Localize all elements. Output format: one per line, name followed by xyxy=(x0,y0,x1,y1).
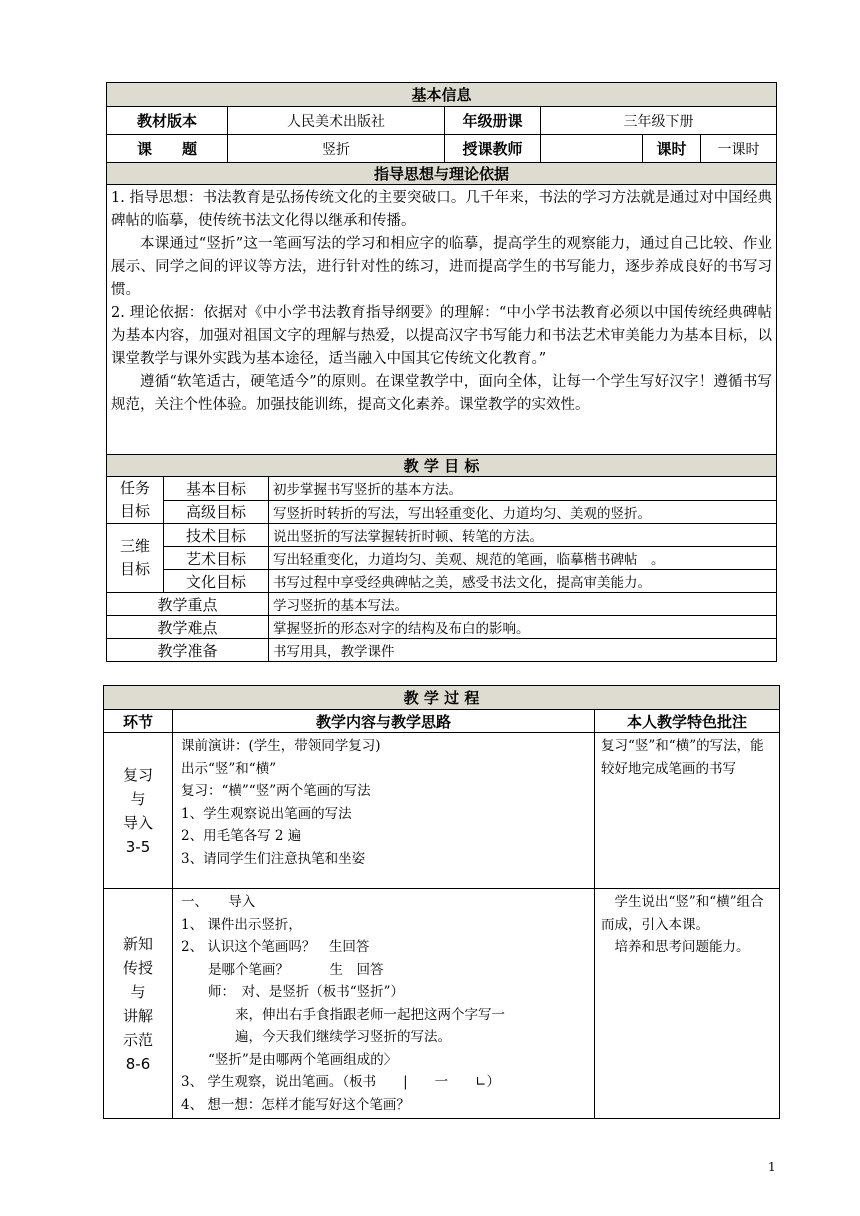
content-line: “竖折”是由哪两个笔画组成的〉 xyxy=(181,1051,398,1068)
note-text: 培养和思考问题能力。 xyxy=(614,939,750,955)
three-dimension-label-line: 目标 xyxy=(119,560,150,578)
hours-value: 一课时 xyxy=(701,135,777,163)
advanced-goal-text: 写竖折时转折的写法，写出轻重变化、力道均匀、美观的竖折。 xyxy=(269,500,777,524)
content-line: 出示“竖”和“横” xyxy=(181,760,277,777)
page-number: 1 xyxy=(768,1160,776,1174)
content-line: 3、 学生观察，说出笔画。（板书 | 一 ∟） xyxy=(181,1074,500,1090)
goals-header: 教 学 目 标 xyxy=(107,455,777,477)
culture-goal-text: 书写过程中享受经典碑帖之美，感受书法文化，提高审美能力。 xyxy=(269,570,777,593)
process-table xyxy=(103,685,780,1119)
content-line: 3、请同学生们注意执笔和坐姿 xyxy=(181,850,366,867)
content-cell xyxy=(173,733,595,889)
lesson-info-table xyxy=(106,82,777,457)
task-goal-group xyxy=(107,477,164,524)
key-point-label: 教学重点 xyxy=(107,593,269,616)
stage-cell xyxy=(104,733,173,889)
content-line: 1、学生观察说出笔画的写法 xyxy=(181,805,352,822)
task-goal-label-line: 任务 xyxy=(119,479,150,497)
stage-cell xyxy=(104,889,173,1119)
guide-body xyxy=(107,185,777,457)
basic-goal-text: 初步掌握书写竖折的基本方法。 xyxy=(269,477,777,501)
content-cell xyxy=(173,889,595,1119)
content-line: 一、 导入 xyxy=(181,894,256,910)
note-text: 学生说出“竖”和“横”组合而成，引入本课。 xyxy=(601,894,764,933)
topic-label: 课 题 xyxy=(107,135,228,163)
guide-header: 指导思想与理论依据 xyxy=(107,163,777,185)
stage-line: 传授 xyxy=(122,958,153,977)
prep-label: 教学准备 xyxy=(107,639,269,662)
content-line: 师： 对、是竖折（板书“竖折”） xyxy=(181,984,405,1000)
content-line: 是哪个笔画？ 生 回答 xyxy=(181,961,384,978)
note-text: 复习“竖”和“横”的写法，能较好地完成笔画的书写 xyxy=(601,738,764,777)
prep-text: 书写用具，教学课件 xyxy=(269,639,777,662)
content-line: 1、 课件出示竖折， xyxy=(181,916,302,933)
topic-value: 竖折 xyxy=(228,135,445,163)
stage-line: 与 xyxy=(130,789,146,808)
content-line: 4、 想一想：怎样才能写好这个笔画？ xyxy=(181,1096,410,1113)
content-line: 2、用毛笔各写 2 遍 xyxy=(181,828,302,844)
content-column-header: 教学内容与教学思路 xyxy=(173,710,595,733)
note-cell xyxy=(595,733,780,889)
tech-goal-label: 技术目标 xyxy=(164,524,269,547)
goals-table xyxy=(106,454,777,662)
guide-paragraph: 2. 理论依据：依据对《中小学书法教育指导纲要》的理解：“中小学书法教育必须以中国传统经典碑帖为基本内容，加强对祖国文字的理解与热爱，以提高汉字书写能力和书法艺术审美能力为基本目标，以课堂教学与课外实践为基本途径，适当融入中国其它传统文化教育。” xyxy=(111,305,773,367)
stage-line: 示范 xyxy=(122,1030,153,1049)
stage-line: 讲解 xyxy=(122,1006,153,1025)
teacher-label: 授课教师 xyxy=(445,135,541,163)
content-line: 遍，今天我们继续学习竖折的写法。 xyxy=(181,1029,451,1045)
content-line: 2、 认识这个笔画吗？ 生回答 xyxy=(181,939,370,955)
culture-goal-label: 文化目标 xyxy=(164,570,269,593)
stage-line: 8-6 xyxy=(125,1054,151,1073)
content-line: 复习：“横”“竖”两个笔画的写法 xyxy=(181,783,371,799)
stage-line: 复习 xyxy=(122,765,153,784)
tech-goal-text: 说出竖折的写法掌握转折时顿、转笔的方法。 xyxy=(269,524,777,547)
art-goal-label: 艺术目标 xyxy=(164,547,269,570)
content-line: 课前演讲：(学生，带领同学复习) xyxy=(181,738,381,754)
textbook-label: 教材版本 xyxy=(107,107,228,135)
grade-label: 年级册课 xyxy=(445,107,541,135)
stage-line: 3-5 xyxy=(125,837,151,856)
key-point-text: 学习竖折的基本写法。 xyxy=(269,593,777,616)
task-goal-label-line: 目标 xyxy=(119,502,150,520)
advanced-goal-label: 高级目标 xyxy=(164,500,269,524)
basic-info-header: 基本信息 xyxy=(107,83,777,107)
note-column-header: 本人教学特色批注 xyxy=(595,710,780,733)
stage-line: 新知 xyxy=(122,934,153,953)
art-goal-text: 写出轻重变化，力道均匀、美观、规范的笔画，临摹楷书碑帖 。 xyxy=(269,547,777,570)
stage-line: 与 xyxy=(130,982,146,1001)
textbook-value: 人民美术出版社 xyxy=(228,107,445,135)
guide-paragraph: 遵循“软笔适古，硬笔适今”的原则。在课堂教学中，面向全体，让每一个学生写好汉字！遵循书写规范，关注个性体验。加强技能训练，提高文化素养。课堂教学的实效性。 xyxy=(111,374,773,413)
basic-goal-label: 基本目标 xyxy=(164,477,269,501)
process-header: 教 学 过 程 xyxy=(104,686,780,710)
guide-paragraph: 本课通过“竖折”这一笔画写法的学习和相应字的临摹，提高学生的观察能力，通过自己比较、作业展示、同学之间的评议等方法，进行针对性的练习，进而提高学生的书写能力，逐步养成良好的书写习惯。 xyxy=(111,236,773,298)
teacher-value xyxy=(541,135,643,163)
hours-label: 课时 xyxy=(643,135,701,163)
three-dimension-goal-group xyxy=(107,524,164,593)
note-cell xyxy=(595,889,780,1119)
stage-line: 导入 xyxy=(122,813,153,832)
content-line: 来，伸出右手食指跟老师一起把这两个字写一 xyxy=(181,1006,505,1023)
guide-paragraph: 1. 指导思想：书法教育是弘扬传统文化的主要突破口。几千年来，书法的学习方法就是通过对中国经典碑帖的临摹，使传统书法文化得以继承和传播。 xyxy=(111,190,773,229)
grade-value: 三年级下册 xyxy=(541,107,777,135)
difficult-point-label: 教学难点 xyxy=(107,616,269,639)
difficult-point-text: 掌握竖折的形态对字的结构及布白的影响。 xyxy=(269,616,777,639)
stage-column-header: 环节 xyxy=(104,710,173,733)
three-dimension-label-line: 三维 xyxy=(119,537,150,555)
